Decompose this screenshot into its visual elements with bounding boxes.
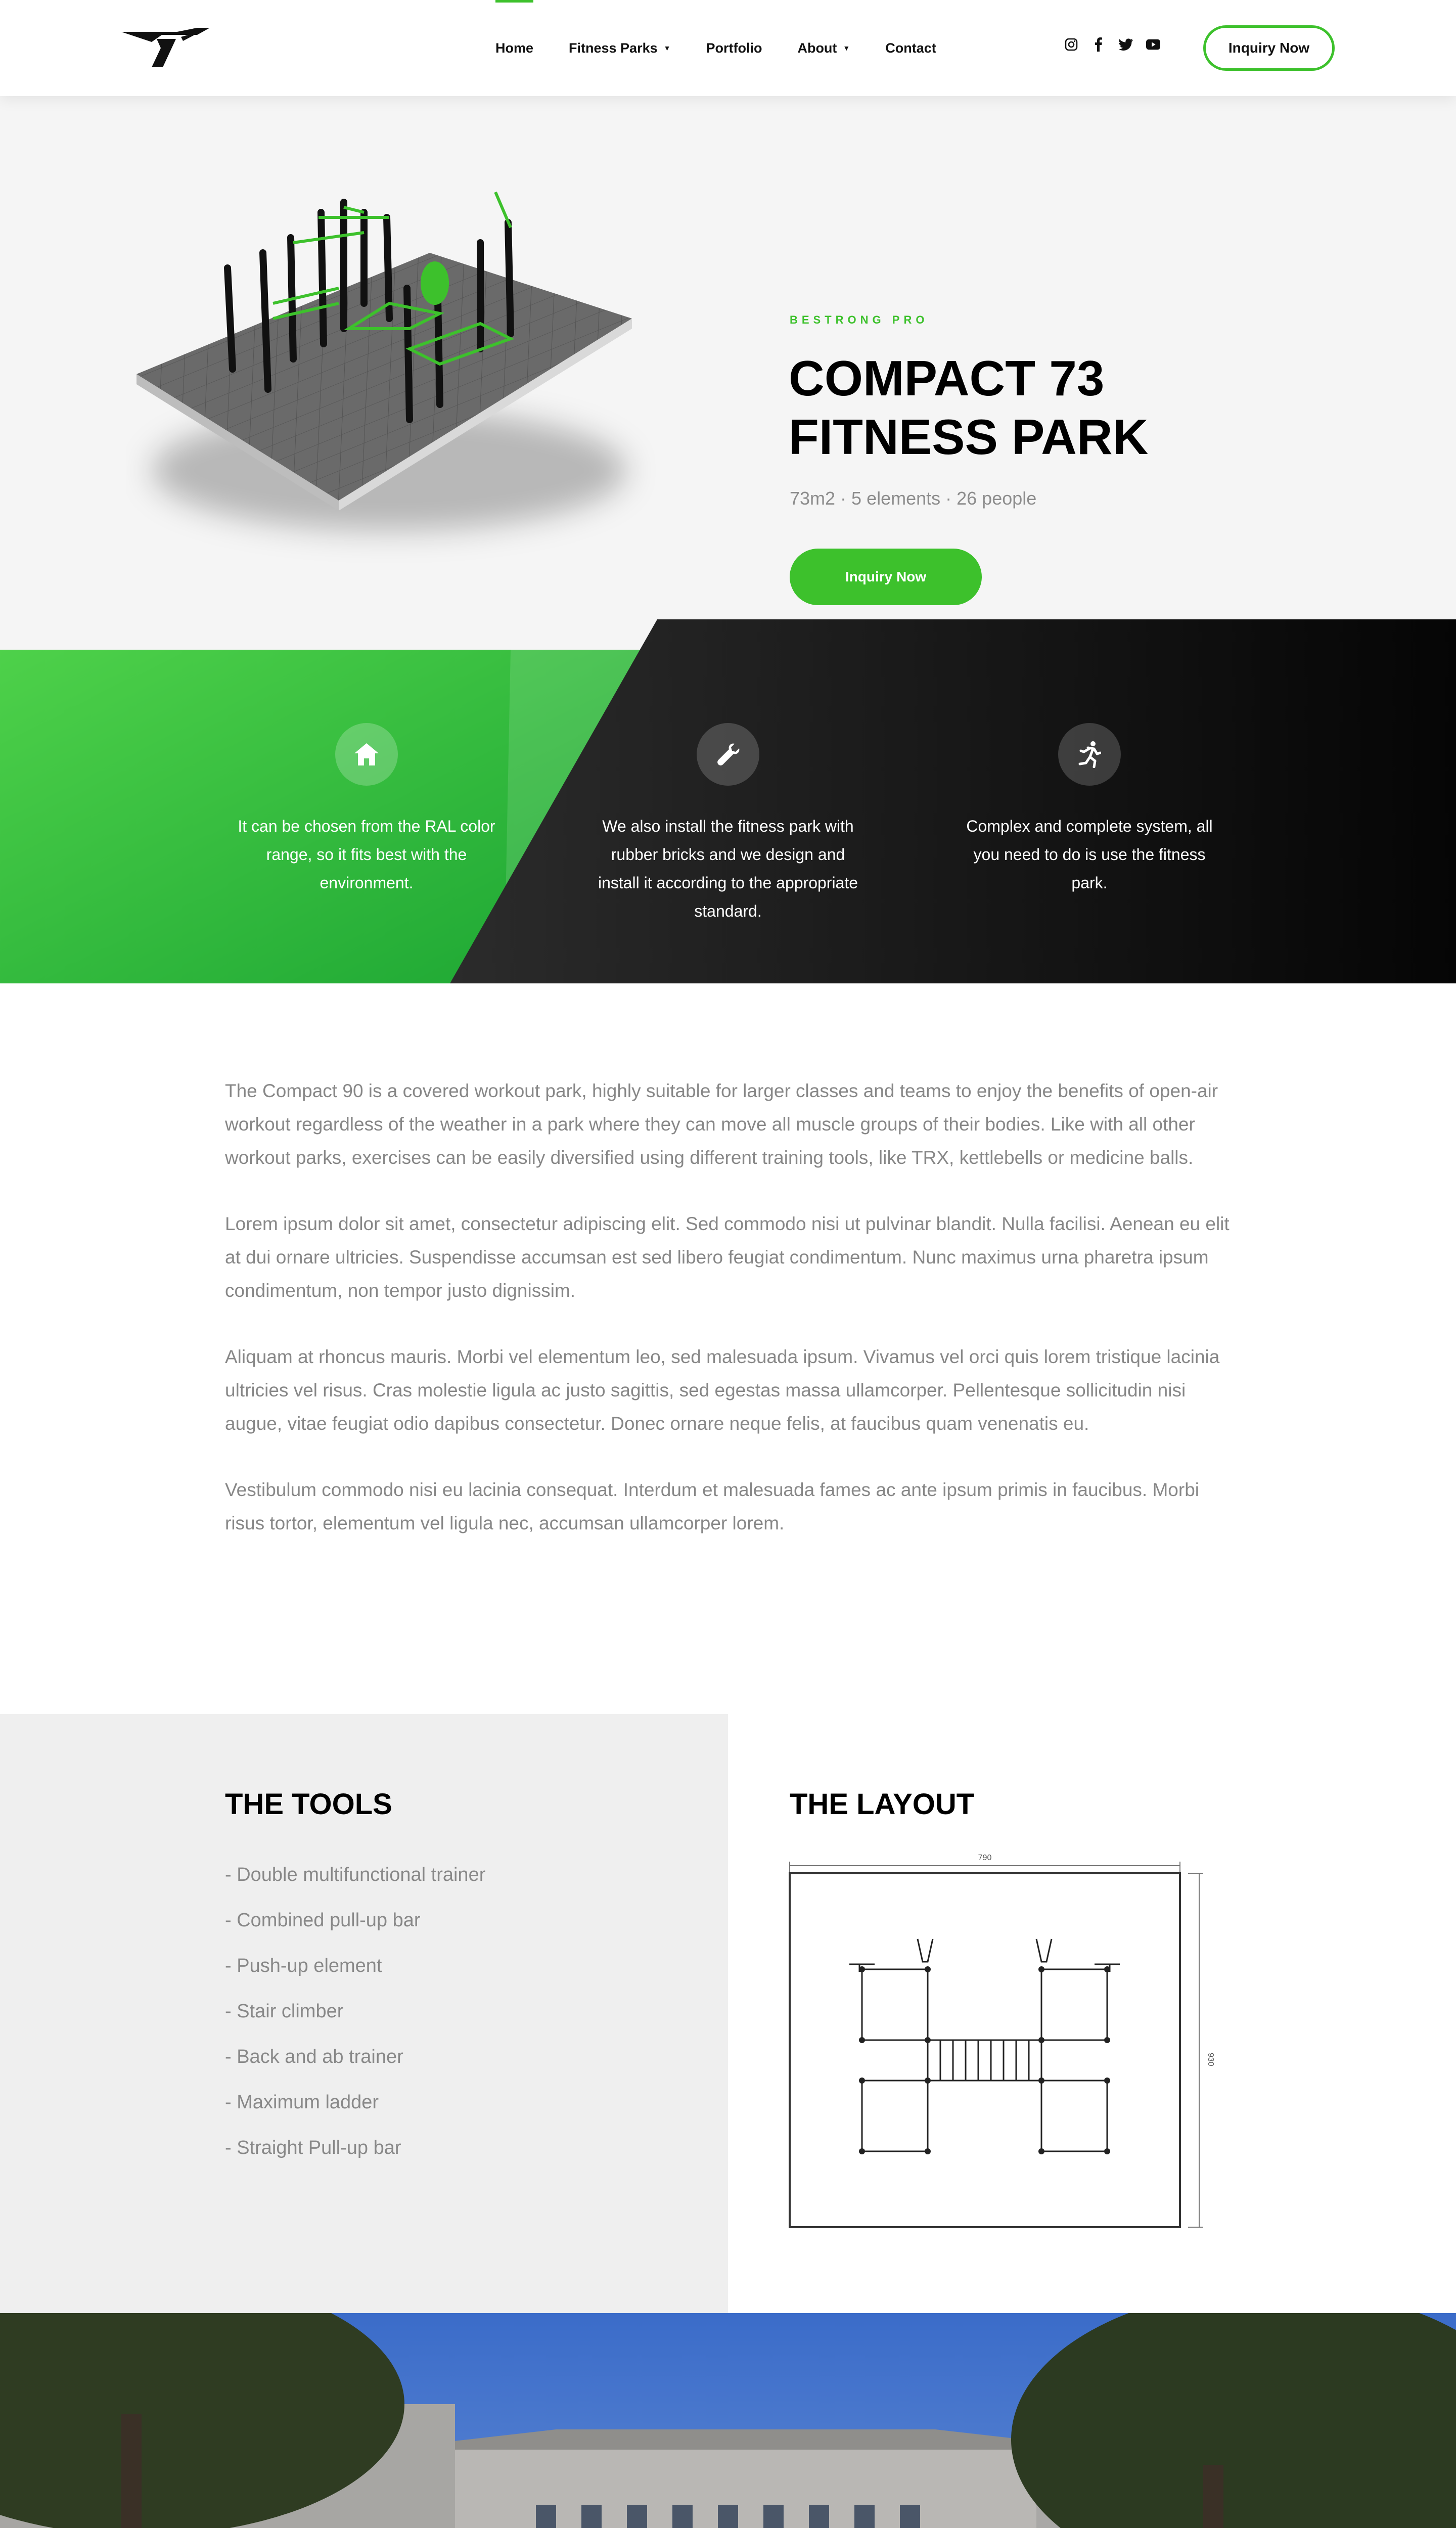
layout-diagram	[784, 1848, 1218, 2237]
tools-list	[225, 1863, 485, 2182]
nav-contact-label: Contact	[885, 40, 936, 56]
nav-home[interactable]	[495, 0, 533, 96]
youtube-icon[interactable]	[1146, 37, 1160, 52]
nav-portfolio-label: Portfolio	[706, 40, 762, 56]
description-paragraph: The Compact 90 is a covered workout park, highly suitable for larger classes and teams to enjoy the benefits of open-air workout regardless of the weather in a park where they can move all muscle groups of their bodies. Like with all other workout parks, exercises can be easily diversified using different training tools, like TRX, kettlebells or medicine balls.	[225, 1080, 1218, 1168]
list-item: - Stair climber	[225, 2001, 344, 2022]
site-header	[0, 0, 1456, 96]
nav-fitness-parks-label: Fitness Parks	[569, 40, 658, 56]
header-social	[1064, 37, 1160, 52]
bestrong-logo[interactable]	[121, 28, 212, 68]
hero-section	[0, 96, 1456, 650]
layout-title: THE LAYOUT	[790, 1788, 975, 1821]
tools-section	[0, 1714, 728, 2313]
feature-text: Complex and complete system, all you need to do is use the fitness park.	[966, 817, 1213, 892]
nav-fitness-parks[interactable]	[569, 0, 670, 96]
layout-height-label: 930	[1206, 2053, 1215, 2066]
instagram-icon[interactable]	[1064, 37, 1078, 52]
park-photo	[0, 2313, 1456, 2528]
park-gallery[interactable]	[0, 2313, 1456, 2528]
description-paragraph: Lorem ipsum dolor sit amet, consectetur adipiscing elit. Sed commodo nisi ut pulvinar blandit. Nulla facilisi. Aenean eu elit at dui ornare ultricies. Suspendisse accumsan est sed libero feugiat condimentum. Nunc maximus urna pharetra ipsum condimentum, non tempor justo dignissim.	[225, 1213, 1230, 1301]
layout-section	[728, 1714, 1456, 2313]
home-icon	[335, 723, 398, 786]
twitter-icon[interactable]	[1119, 37, 1133, 52]
nav-contact[interactable]	[885, 0, 936, 96]
description-paragraph: Vestibulum commodo nisi eu lacinia consequat. Interdum et malesuada fames ac ante ipsum primis in faucibus. Morbi risus tortor, elementum vel ligula nec, accumsan ullamcorper lorem.	[225, 1479, 1199, 1533]
list-item: - Combined pull-up bar	[225, 1910, 421, 1931]
park-description	[225, 1074, 1231, 1573]
inquiry-now-button[interactable]: Inquiry Now	[1203, 25, 1335, 71]
feature-color	[235, 723, 498, 897]
feature-text: It can be chosen from the RAL color range, so it fits best with the environment.	[238, 817, 495, 892]
runner-icon	[1058, 723, 1121, 786]
hero-inquiry-button[interactable]: Inquiry Now	[790, 549, 982, 605]
facebook-icon[interactable]	[1091, 37, 1106, 52]
fitness-park-render	[126, 137, 662, 581]
list-item: - Back and ab trainer	[225, 2046, 403, 2067]
page-title: COMPACT 73 FITNESS PARK	[789, 350, 1149, 465]
chevron-down-icon: ▼	[843, 44, 850, 52]
chevron-down-icon: ▼	[663, 44, 671, 52]
list-item: - Push-up element	[225, 1955, 382, 1976]
feature-text: We also install the fitness park with rubber bricks and we design and install it according to the appropriate standard.	[598, 817, 858, 920]
layout-width-label: 790	[978, 1854, 992, 1862]
list-item: - Straight Pull-up bar	[225, 2137, 401, 2158]
brand-tagline: BESTRONG PRO	[790, 313, 929, 326]
description-paragraph: Aliquam at rhoncus mauris. Morbi vel elementum leo, sed malesuada ipsum. Vivamus vel orci quis lorem tristique lacinia ultricies vel risus. Cras molestie ligula ac justo sagittis, sed egestas massa ullamcorper. Pellentesque sollicitudin nisi augue, vitae feugiat odio dapibus consectetur. Donec ornare neque felis, at faucibus quam venenatis eu.	[225, 1346, 1220, 1434]
nav-home-label: Home	[495, 40, 534, 56]
feature-install	[597, 723, 859, 925]
tools-title: THE TOOLS	[225, 1788, 392, 1821]
park-specs: 73m2 · 5 elements · 26 people	[790, 488, 1037, 509]
nav-portfolio[interactable]	[706, 0, 762, 96]
nav-about[interactable]	[797, 0, 850, 96]
features-band	[0, 619, 1456, 983]
list-item: - Maximum ladder	[225, 2092, 379, 2113]
feature-system	[958, 723, 1221, 897]
list-item: - Double multifunctional trainer	[225, 1864, 486, 1885]
nav-about-label: About	[797, 40, 837, 56]
wrench-icon	[697, 723, 759, 786]
main-nav	[495, 0, 972, 96]
